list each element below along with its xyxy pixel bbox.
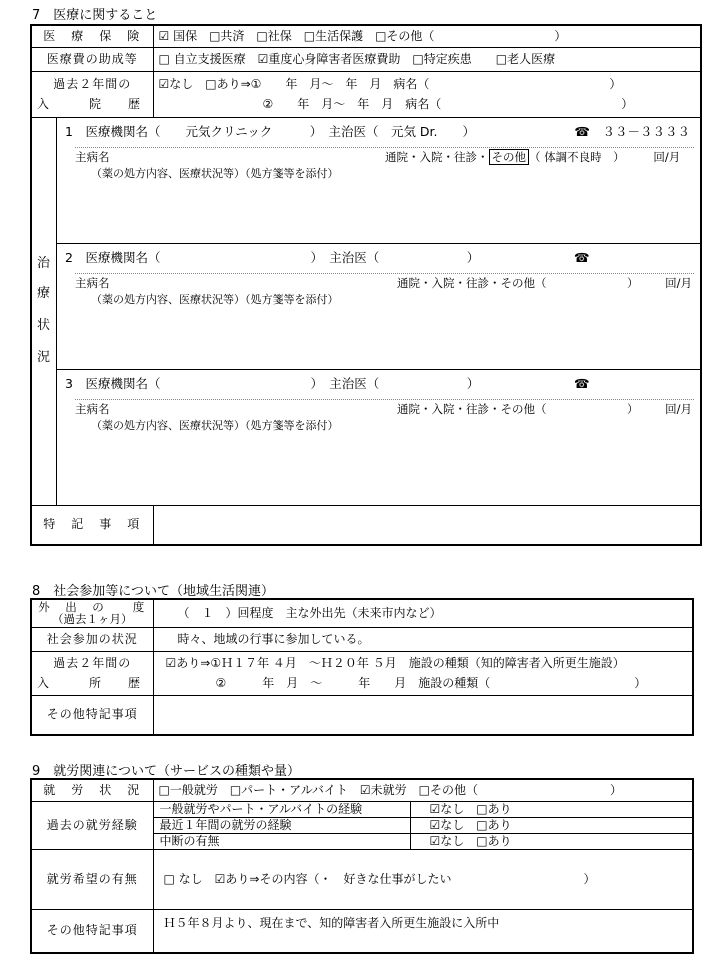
work-other-label: その他特記事項 [31,909,153,953]
institution-2-note: （薬の処方内容、医療状況等）（処方箋等を添付） [91,292,339,306]
outing-value[interactable]: （ １ ）回程度 主な外出先（未来市内など） [153,599,693,627]
hospitalization-line1: ☑なし □あり⇒① 年 月～ 年 月 病名（ ） [158,77,622,91]
institution-3-main-row [75,399,694,416]
institution-1-visit-post: （ 体調不良時 ） 回/月 [529,149,681,164]
institution-3-main-disease: 主病名 [75,401,110,416]
institution-3-per-month: 回/月 [665,401,692,416]
subsidy-label: 医療費の助成等 [31,47,153,71]
section-8-title: 8 社会参加等について（地域生活関連） [32,584,275,599]
institution-1-tel: ☎ ３３－３３３３ [574,123,690,139]
special-notes-value[interactable] [153,505,701,545]
work-other-value[interactable]: Ｈ５年８月より、現在まで、知的障害者入所更生施設に入所中 [153,909,693,953]
employment-table [30,778,694,954]
facility-history-label [31,651,153,695]
institution-1-main-row [75,147,694,164]
institution-1-visit-pre: 通院・入院・往診・ [385,149,489,164]
treatment-label [32,118,57,506]
hospitalization-line2: ② 年 月～ 年 月 病名（ ） [262,97,634,111]
institution-1[interactable] [57,118,700,244]
work-status-label: 就 労 状 況 [31,779,153,801]
work-experience-area [153,801,693,849]
social-other-value[interactable] [153,695,693,735]
work-experience-row-3[interactable] [154,834,693,850]
outing-label [31,599,153,627]
facility-history-label-line1: 過去２年間の [53,656,132,670]
institution-1-visit-box: その他 [489,149,530,165]
institution-2-main-row [75,273,694,290]
social-status-value[interactable]: 時々、地域の行事に参加している。 [153,627,693,651]
institution-2[interactable] [57,244,700,370]
work-experience-q1: 一般就労やパート・アルバイトの経験 [159,801,363,816]
institution-2-visit: 通院・入院・往診・その他（ ） [397,275,639,290]
insurance-label: 医 療 保 険 [31,25,153,47]
hospitalization-label-line2: 入 院 歴 [37,97,142,111]
facility-history-label-line2: 入 所 歴 [37,676,142,690]
work-experience-rows [154,802,693,850]
work-experience-label: 過去の就労経験 [31,801,153,849]
treatment-label-char-1: 治 [37,255,51,271]
institution-2-per-month: 回/月 [665,275,692,290]
institution-3-note: （薬の処方内容、医療状況等）（処方箋等を添付） [91,418,339,432]
institution-list [57,118,700,506]
work-hope-value[interactable]: □ なし ☑あり⇒その内容（・ 好きな仕事がしたい ） [153,849,693,909]
institution-3-tel: ☎ [574,375,590,391]
hospitalization-label [31,71,153,117]
outing-label-line1: 外 出 の 度 [38,600,147,615]
institution-1-visit [385,150,680,165]
work-experience-row-1[interactable] [154,802,693,818]
institution-1-name: 1 医療機関名（ 元気クリニック ） 主治医（ 元気 Dr. ） [65,123,476,139]
institution-2-name: 2 医療機関名（ ） 主治医（ ） [65,249,480,265]
hospitalization-value[interactable] [153,71,701,117]
section-9-title: 9 就労関連について（サービスの種類や量） [32,764,301,779]
work-experience-a1: ☑なし □あり [429,801,512,816]
institution-3-visit: 通院・入院・往診・その他（ ） [397,401,639,416]
social-table [30,598,694,736]
insurance-value[interactable]: ☑ 国保 □共済 □社保 □生活保護 □その他（ ） [153,25,701,47]
outing-label-line2: （過去１ヶ月） [52,612,133,627]
institution-3[interactable] [57,370,700,506]
special-notes-label: 特 記 事 項 [31,505,153,545]
facility-history-line2: ② 年 月 ～ 年 月 施設の種類（ ） [215,676,647,690]
work-experience-divider-2 [410,818,411,833]
hospitalization-label-line1: 過去２年間の [53,77,132,91]
treatment-label-char-4: 況 [37,349,51,365]
facility-history-line1: ☑あり⇒①Ｈ１７年 ４月 ～Ｈ２０年 ５月 施設の種類（知的障害者入所更生施設） [165,656,625,670]
work-experience-q3: 中断の有無 [159,833,220,848]
work-experience-a2: ☑なし □あり [429,817,512,832]
work-experience-divider-1 [410,802,411,817]
institution-3-name: 3 医療機関名（ ） 主治医（ ） [65,375,480,391]
medical-table [30,24,702,546]
work-experience-a3: ☑なし □あり [429,833,512,848]
institution-1-note: （薬の処方内容、医療状況等）（処方箋等を添付） [91,166,339,180]
work-hope-label: 就労希望の有無 [31,849,153,909]
institution-2-tel: ☎ [574,249,590,265]
section-7-title: 7 医療に関すること [32,8,158,23]
work-experience-q2: 最近１年間の就労の経験 [159,817,292,832]
treatment-label-char-2: 療 [37,285,51,301]
work-experience-divider-3 [410,834,411,850]
work-status-value[interactable]: □一般就労 □パート・アルバイト ☑未就労 □その他（ ） [153,779,693,801]
treatment-area [31,117,701,505]
social-status-label: 社会参加の状況 [31,627,153,651]
subsidy-value[interactable]: □ 自立支援医療 ☑重度心身障害者医療費助 □特定疾患 □老人医療 [153,47,701,71]
social-other-label: その他特記事項 [31,695,153,735]
institution-1-main-disease: 主病名 [75,149,110,164]
institution-2-main-disease: 主病名 [75,275,110,290]
facility-history-value[interactable] [153,651,693,695]
treatment-label-char-3: 状 [37,317,51,333]
work-experience-row-2[interactable] [154,818,693,834]
